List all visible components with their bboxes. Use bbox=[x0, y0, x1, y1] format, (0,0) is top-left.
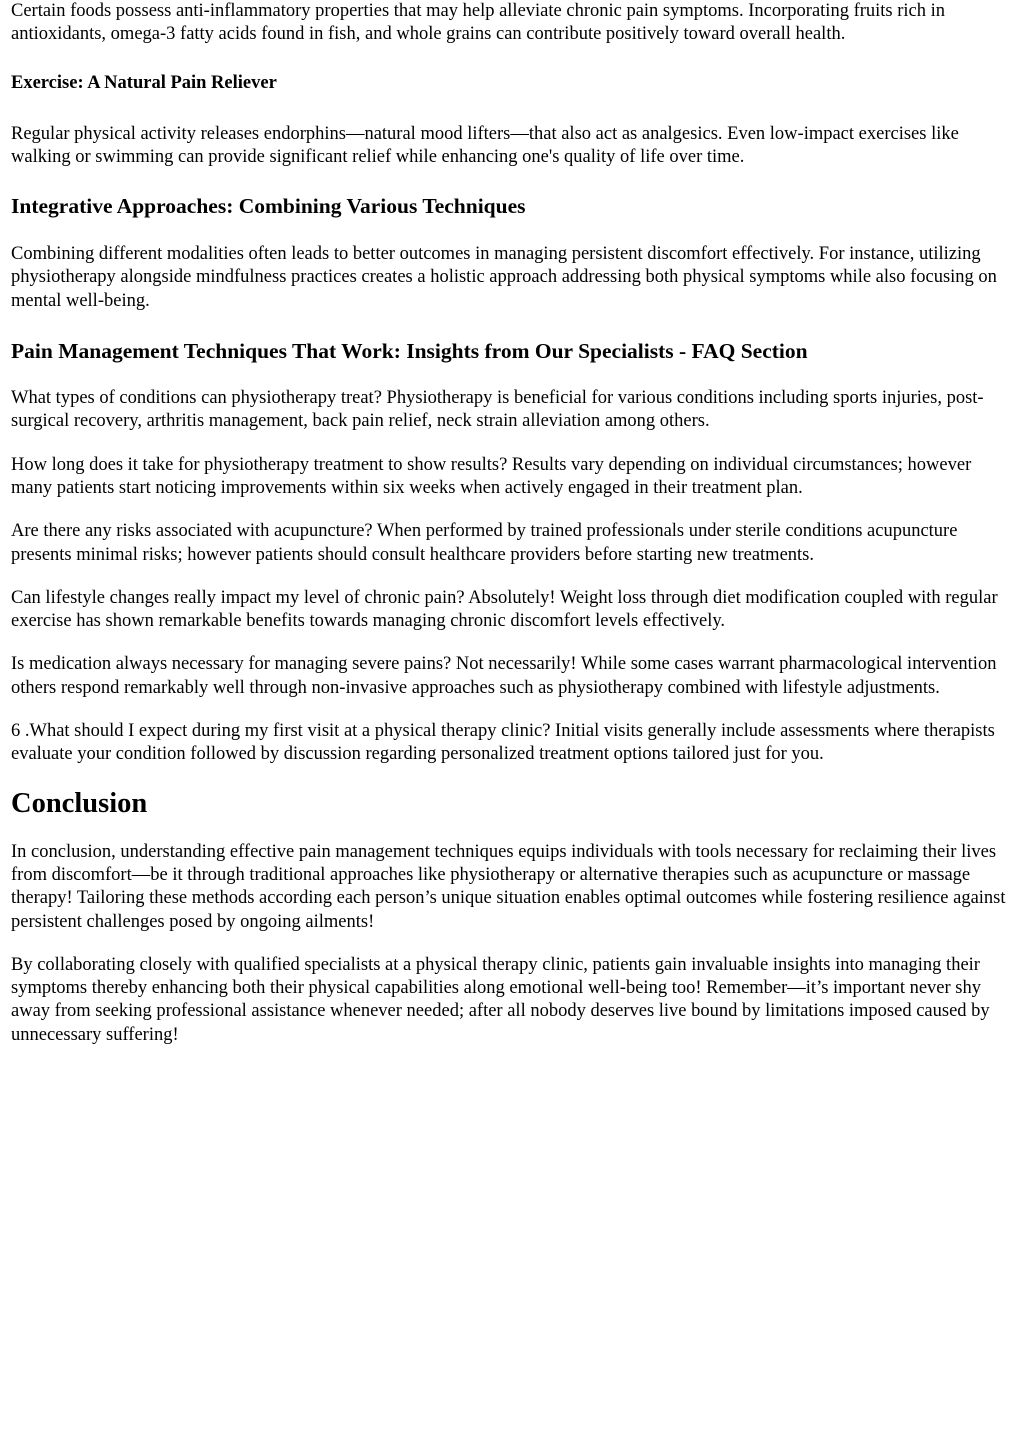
integrative-heading: Integrative Approaches: Combining Various Techniques bbox=[11, 194, 526, 219]
conclusion-paragraph: In conclusion, understanding effective pain management techniques equips individuals with tools necessary for reclaiming their lives from discomfort—be it through traditional approaches like physiotherapy or alternative therapies such as acupuncture or massage therapy! Tailoring these methods according each person’s unique situation enables optimal outcomes while fostering resilience against persistent challenges posed by ongoing ailments! bbox=[11, 841, 1006, 932]
faq-item: Is medication always necessary for managing severe pains? Not necessarily! While some cases warrant pharmacological intervention others respond remarkably well through non-invasive approaches such as physiotherapy combined with lifestyle adjustments. bbox=[11, 654, 997, 698]
exercise-paragraph: Regular physical activity releases endorphins—natural mood lifters—that also act as analgesics. Even low-impact exercises like walking or swimming can provide significant relief while enhancing one's quality of life over time. bbox=[11, 123, 959, 167]
conclusion-heading: Conclusion bbox=[11, 787, 148, 819]
faq-heading: Pain Management Techniques That Work: Insights from Our Specialists - FAQ Section bbox=[11, 339, 808, 364]
integrative-paragraph: Combining different modalities often leads to better outcomes in managing persistent discomfort effectively. For instance, utilizing physiotherapy alongside mindfulness practices creates a holistic approach addressing both physical symptoms while also focusing on mental well-being. bbox=[11, 244, 997, 311]
faq-item: 6 .What should I expect during my first visit at a physical therapy clinic? Initial visits generally include assessments where therapists evaluate your condition followed by discussion regarding personalized treatment options tailored just for you. bbox=[11, 721, 995, 765]
faq-item: Can lifestyle changes really impact my level of chronic pain? Absolutely! Weight loss through diet modification coupled with regular exercise has shown remarkable benefits towards managing chronic discomfort levels effectively. bbox=[11, 587, 998, 632]
faq-item: Are there any risks associated with acupuncture? When performed by trained professionals under sterile conditions acupuncture presents minimal risks; however patients should consult healthcare providers before starting new treatments. bbox=[11, 521, 958, 565]
faq-item: How long does it take for physiotherapy treatment to show results? Results vary depending on individual circumstances; however many patients start noticing improvements within six weeks when actively engaged in their treatment plan. bbox=[11, 454, 972, 498]
faq-item: What types of conditions can physiotherapy treat? Physiotherapy is beneficial for various conditions including sports injuries, post-surgical recovery, arthritis management, back pain relief, neck strain alleviation among others. bbox=[11, 388, 984, 432]
exercise-heading: Exercise: A Natural Pain Reliever bbox=[11, 72, 277, 93]
conclusion-paragraph: By collaborating closely with qualified specialists at a physical therapy clinic, patients gain invaluable insights into managing their symptoms thereby enhancing both their physical capabilities along emotional well-being too! Remember—it’s important never shy away from seeking professional assistance whenever needed; after all nobody deserves live bound by limitations imposed caused by unnecessary suffering! bbox=[11, 954, 990, 1045]
intro-paragraph: Certain foods possess anti-inflammatory properties that may help alleviate chronic pain symptoms. Incorporating fruits rich in antioxidants, omega-3 fatty acids found in fish, and whole grains can contribute positively toward overall health. bbox=[11, 1, 946, 45]
